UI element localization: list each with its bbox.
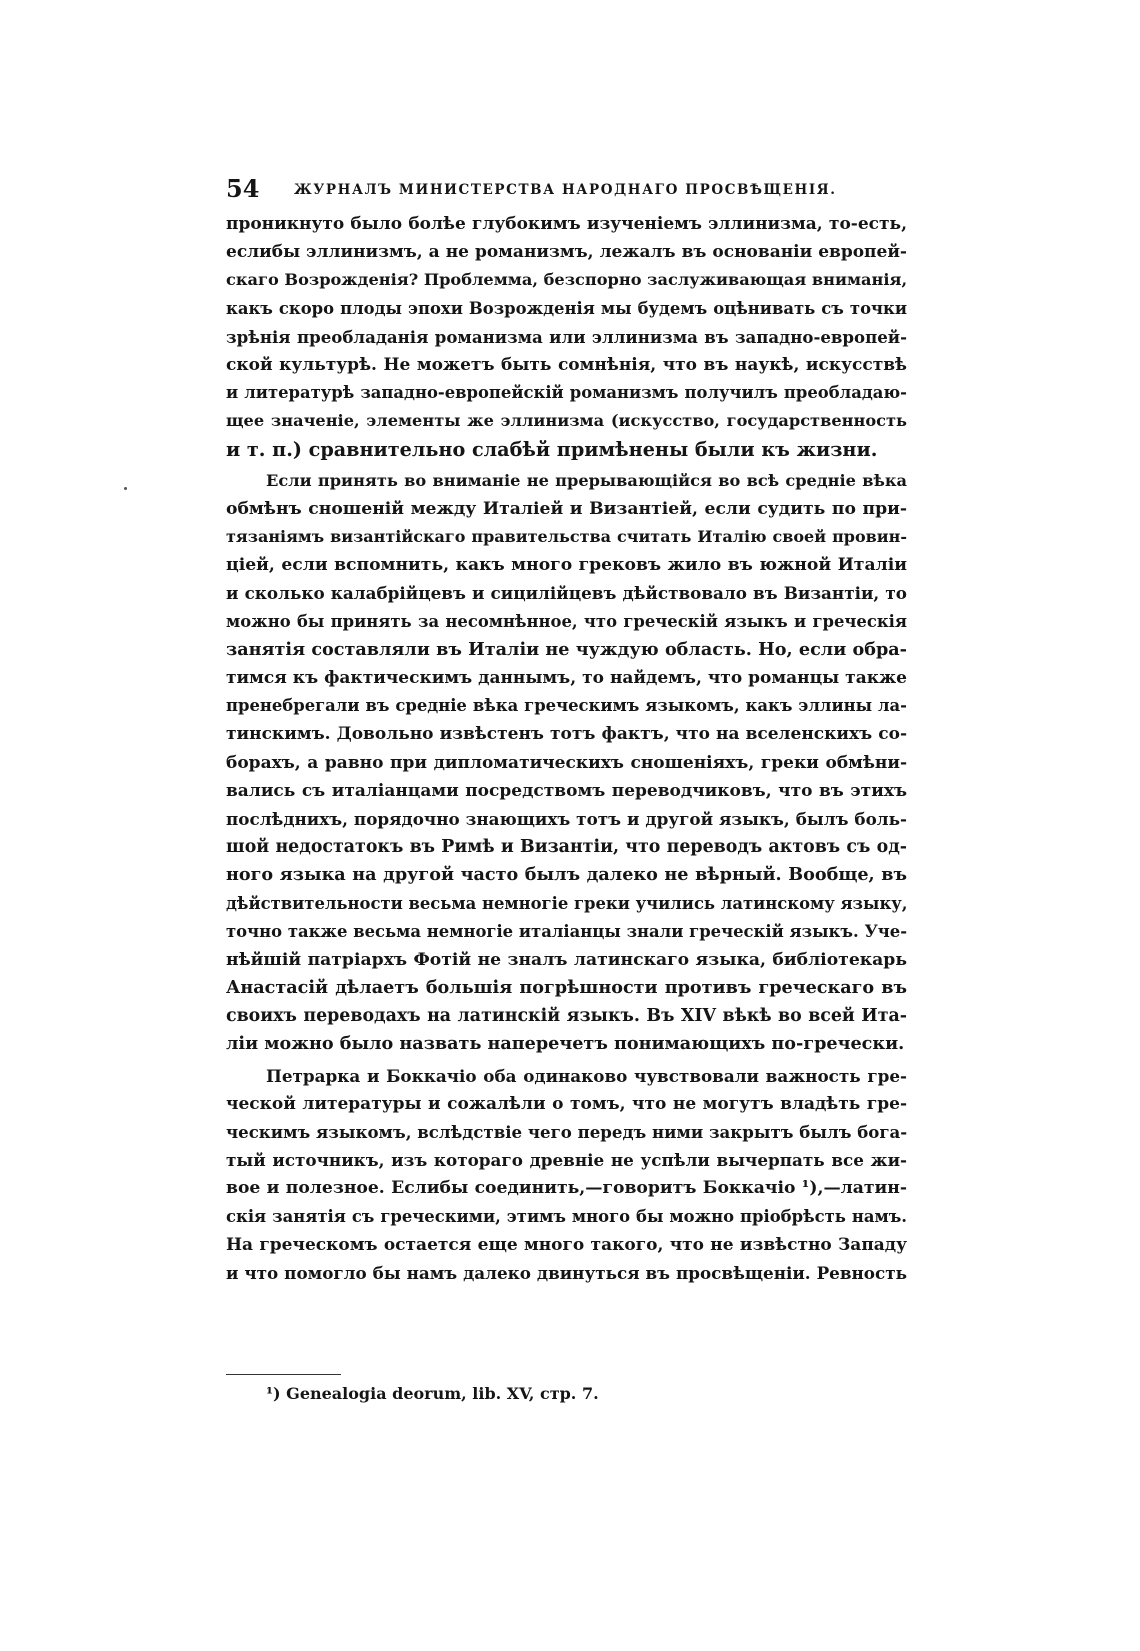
- text-line: послѣднихъ, порядочно знающихъ тотъ и другой языкъ, былъ боль-: [226, 808, 907, 829]
- text-line: шой недостатокъ въ Римѣ и Византіи, что переводъ актовъ съ од-: [226, 837, 907, 858]
- text-line: проникнуто было болѣе глубокимъ изученіемъ эллинизма, то-есть,: [226, 214, 907, 234]
- page-number: 54: [226, 174, 260, 203]
- text-line: обмѣнъ сношеній между Италіей и Византіей, если судить по при-: [226, 498, 907, 519]
- text-line: Анастасій дѣлаетъ большія погрѣшности противъ греческаго въ: [226, 977, 907, 999]
- text-line: нѣйшій патріархъ Фотій не зналъ латинскаго языка, библіотекарь: [226, 949, 907, 970]
- text-line: и что помогло бы намъ далеко двинуться въ просвѣщеніи. Ревность: [226, 1262, 907, 1283]
- paragraph-2: [226, 467, 907, 1059]
- text-line: ческимъ языкомъ, вслѣдствіе чего передъ ними закрытъ былъ бога-: [226, 1122, 907, 1142]
- text-line: скія занятія съ греческими, этимъ много бы можно пріобрѣсть намъ.: [226, 1206, 907, 1226]
- text-line: можно бы принять за несомнѣнное, что греческій языкъ и греческія: [226, 611, 907, 631]
- text-line: и сколько калабрійцевъ и сицилійцевъ дѣйствовало въ Византіи, то: [226, 583, 907, 604]
- text-line: ской культурѣ. Не можетъ быть сомнѣнія, что въ наукѣ, искусствѣ: [226, 354, 907, 375]
- text-line: ціей, если вспомнить, какъ много грековъ жило въ южной Италіи: [226, 555, 907, 576]
- text-line: На греческомъ остается еще много такого, что не извѣстно Западу: [226, 1234, 907, 1255]
- text-line: и т. п.) сравнительно слабѣй примѣнены были къ жизни.: [226, 437, 878, 461]
- text-line: тимся къ фактическимъ даннымъ, то найдемъ, что романцы также: [226, 668, 907, 688]
- text-line: Петрарка и Боккачіо оба одинаково чувствовали важность гре-: [266, 1065, 907, 1086]
- page-header: [226, 176, 906, 202]
- footnote: ¹) Genealogia deorum, lib. XV, стр. 7.: [266, 1384, 599, 1403]
- text-line: пренебрегали въ средніе вѣка греческимъ языкомъ, какъ эллины ла-: [226, 696, 907, 716]
- footnote-divider: [226, 1374, 341, 1375]
- paragraph-3: [226, 1062, 907, 1288]
- text-line: своихъ переводахъ на латинскій языкъ. Въ XIV вѣкѣ во всей Ита-: [226, 1006, 907, 1027]
- text-line: занятія составляли въ Италіи не чуждую область. Но, если обра-: [226, 638, 907, 660]
- running-title: ЖУРНАЛЪ МИНИСТЕРСТВА НАРОДНАГО ПРОСВѢЩЕНІЯ.: [294, 182, 837, 198]
- text-line: тязаніямъ византійскаго правительства считать Италію своей провин-: [226, 527, 907, 547]
- text-line: тый источникъ, изъ котораго древніе не успѣли вычерпать все жи-: [226, 1150, 907, 1171]
- print-speck: [124, 487, 127, 490]
- paragraph-1: [226, 210, 907, 464]
- text-line: борахъ, а равно при дипломатическихъ сношеніяхъ, греки обмѣни-: [226, 752, 907, 773]
- text-line: дѣйствительности весьма немногіе греки учились латинскому языку,: [226, 893, 907, 913]
- text-line: Если принять во вниманіе не прерывающійся во всѣ средніе вѣка: [266, 470, 907, 490]
- text-line: ческой литературы и сожалѣли о томъ, что не могутъ владѣть гре-: [226, 1093, 907, 1114]
- text-line: скаго Возрожденія? Проблемма, безспорно заслуживающая вниманія,: [226, 270, 907, 290]
- body-text: [226, 210, 907, 1290]
- text-line: точно также весьма немногіе италіанцы знали греческій языкъ. Уче-: [226, 921, 907, 941]
- text-line: ного языка на другой часто былъ далеко не вѣрный. Вообще, въ: [226, 864, 907, 886]
- text-line: зрѣнія преобладанія романизма или эллинизма въ западно-европей-: [226, 326, 907, 347]
- text-line: вое и полезное. Еслибы соединить,—говоритъ Боккачіо ¹),—латин-: [226, 1178, 907, 1199]
- text-line: ліи можно было назвать наперечетъ понимающихъ по-гречески.: [226, 1033, 905, 1055]
- text-line: щее значеніе, элементы же эллинизма (искусство, государственность: [226, 411, 907, 431]
- text-line: и литературѣ западно-европейскій романизмъ получилъ преобладаю-: [226, 383, 907, 403]
- text-line: тинскимъ. Довольно извѣстенъ тотъ фактъ, что на вселенскихъ со-: [226, 724, 907, 745]
- text-line: еслибы эллинизмъ, а не романизмъ, лежалъ въ основаніи европей-: [226, 242, 907, 263]
- text-line: какъ скоро плоды эпохи Возрожденія мы будемъ оцѣнивать съ точки: [226, 298, 907, 318]
- text-line: вались съ италіанцами посредствомъ переводчиковъ, что въ этихъ: [226, 780, 907, 801]
